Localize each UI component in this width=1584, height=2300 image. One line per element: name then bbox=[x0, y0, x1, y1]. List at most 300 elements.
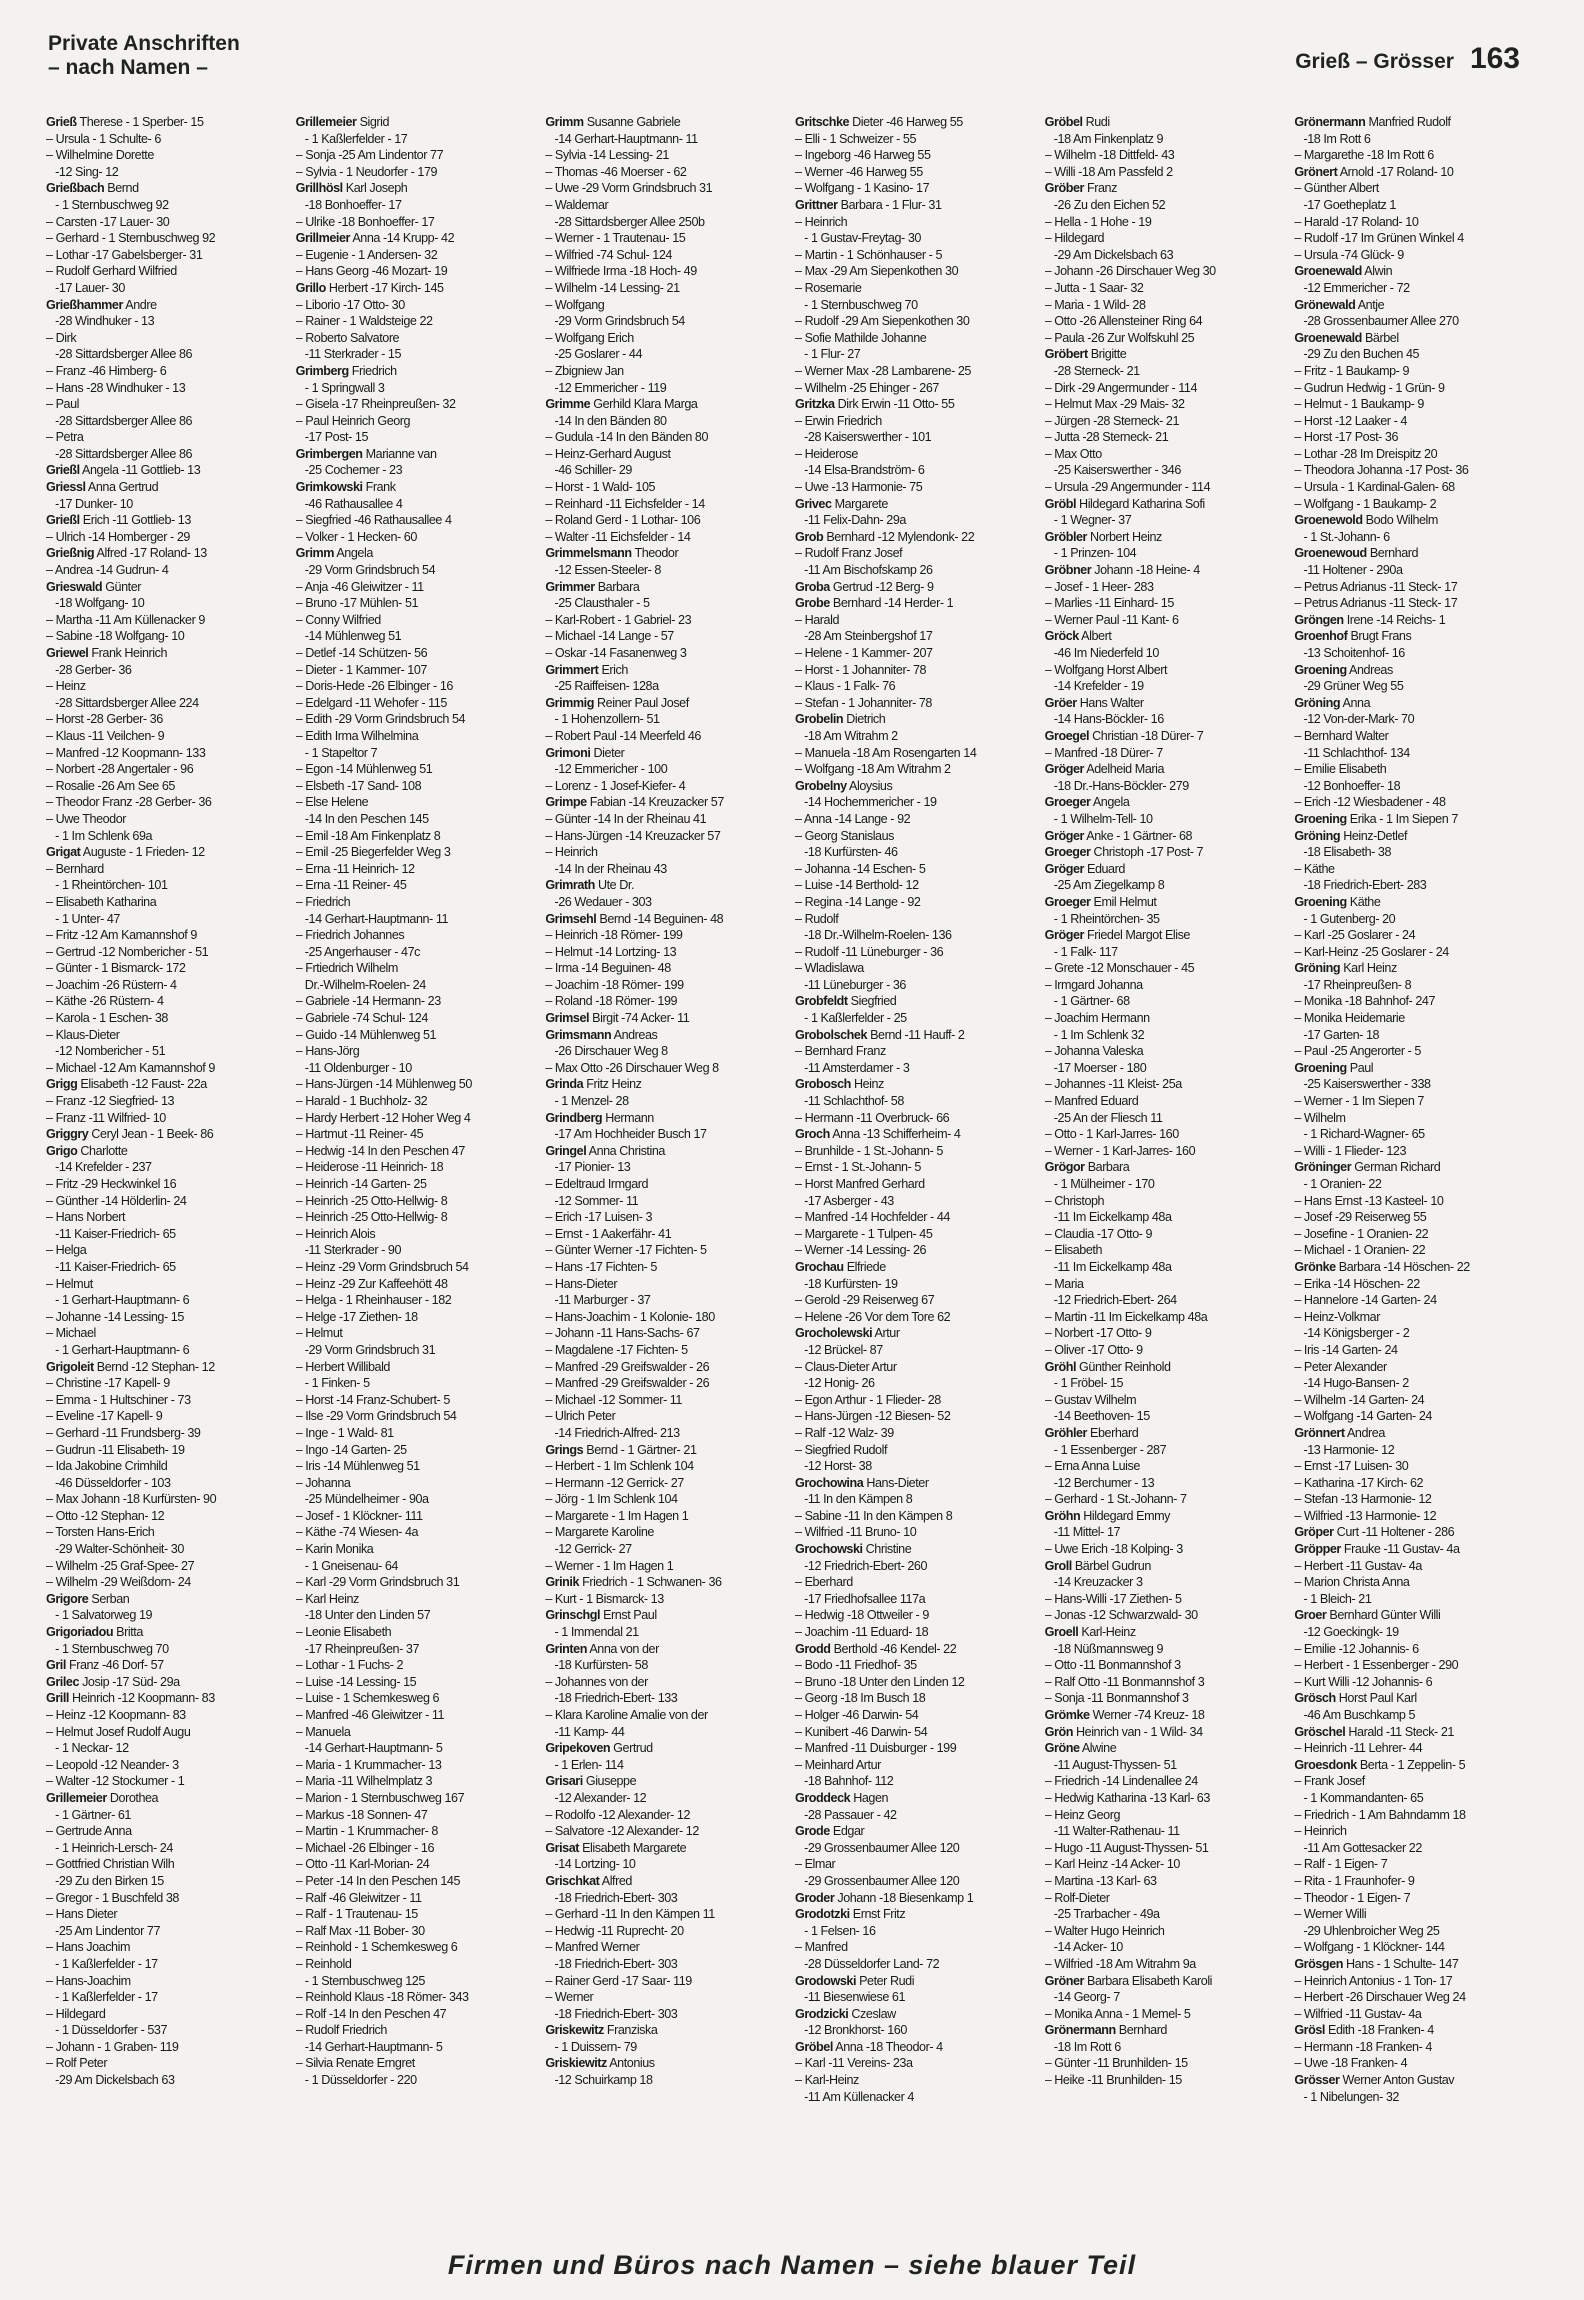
directory-entry: – Margarete Karoline bbox=[545, 1525, 654, 1540]
directory-entry: -28 Sittardsberger Allee 86 bbox=[46, 413, 193, 428]
directory-entry: Grisat Elisabeth Margarete bbox=[545, 1840, 687, 1855]
surname: Grigg bbox=[46, 1077, 78, 1092]
directory-entry: – Jutta - 1 Saar- 32 bbox=[1044, 280, 1144, 295]
page-number: 163 bbox=[1469, 42, 1520, 75]
directory-entry: – Heinrich bbox=[1294, 1824, 1347, 1839]
directory-entry: Grill Heinrich -12 Koopmann- 83 bbox=[46, 1691, 215, 1706]
directory-entry: -25 An der Fliesch 11 bbox=[1044, 1110, 1163, 1125]
directory-entry: – Sonja -11 Bonmannshof 3 bbox=[1044, 1691, 1189, 1706]
directory-entry: -17 Friedhofsallee 117a bbox=[795, 1591, 926, 1606]
directory-entry: -25 Clausthaler - 5 bbox=[545, 596, 650, 611]
directory-entry: -18 Friedrich-Ebert- 133 bbox=[545, 1691, 678, 1706]
directory-entry: Grönnert Andrea bbox=[1294, 1425, 1385, 1440]
directory-entry: - 1 Heinrich-Lersch- 24 bbox=[46, 1840, 173, 1855]
directory-entry: – Wolfgang Horst Albert bbox=[1044, 662, 1168, 677]
directory-entry: – Johanne -14 Lessing- 15 bbox=[46, 1309, 184, 1324]
directory-entry: – Hermann -11 Overbruck- 66 bbox=[795, 1110, 950, 1125]
directory-entry: – Erna -11 Reiner- 45 bbox=[295, 878, 407, 893]
directory-entry: – Bernhard Walter bbox=[1294, 728, 1389, 743]
directory-entry: – Hedwig -14 In den Peschen 47 bbox=[295, 1143, 465, 1158]
directory-entry: -28 Am Steinbergshof 17 bbox=[795, 629, 933, 644]
directory-entry: – Georg Stanislaus bbox=[795, 828, 895, 843]
directory-entry: -18 Kurfürsten- 19 bbox=[795, 1276, 898, 1291]
surname: Grieswald bbox=[46, 579, 103, 594]
directory-entry: – Helga - 1 Rheinhauser - 182 bbox=[295, 1293, 452, 1308]
directory-entry: – Hans-Jürgen -14 Mühlenweg 50 bbox=[295, 1077, 472, 1092]
directory-entry: – Torsten Hans-Erich bbox=[46, 1525, 155, 1540]
directory-entry: Gröper Curt -11 Holtener - 286 bbox=[1294, 1525, 1455, 1540]
directory-entry: – Karl -25 Goslarer - 24 bbox=[1294, 928, 1416, 943]
directory-entry: – Meinhard Artur bbox=[795, 1757, 881, 1772]
directory-entry: – Wilhelm -14 Garten- 24 bbox=[1294, 1392, 1425, 1407]
directory-entry: – Jörg - 1 Im Schlenk 104 bbox=[545, 1492, 678, 1507]
directory-entry: – Max Otto bbox=[1044, 446, 1102, 461]
directory-entry: - 1 Kommandanten- 65 bbox=[1294, 1790, 1424, 1805]
directory-entry: Grinten Anna von der bbox=[545, 1641, 659, 1656]
directory-entry: – Heiderose bbox=[795, 446, 858, 461]
directory-entry: Grömke Werner -74 Kreuz- 18 bbox=[1044, 1708, 1205, 1722]
directory-entry: – Elli - 1 Schweizer - 55 bbox=[795, 131, 917, 146]
directory-entry: – Hans Joachim bbox=[46, 1940, 130, 1955]
surname: Grimm bbox=[545, 115, 584, 129]
directory-entry: Groenewold Bodo Wilhelm bbox=[1294, 513, 1438, 528]
directory-entry: – Zbigniew Jan bbox=[545, 363, 624, 378]
directory-entry: Gröbner Johann -18 Heine- 4 bbox=[1044, 563, 1200, 578]
directory-entry: – Günther -14 Hölderlin- 24 bbox=[46, 1193, 187, 1208]
surname: Grimrath bbox=[545, 878, 595, 893]
footer-note: Firmen und Büros nach Namen – siehe blauer Teil bbox=[447, 2250, 1137, 2280]
surname: Grodowski bbox=[795, 1973, 857, 1988]
surname: Gröhn bbox=[1044, 1508, 1081, 1523]
directory-entry: – Inge - 1 Wald- 81 bbox=[295, 1425, 394, 1440]
directory-entry: -11 Holtener - 290a bbox=[1294, 563, 1403, 578]
directory-entry: – Günter -14 In der Rheinau 41 bbox=[545, 811, 707, 826]
directory-entry: – Edith -29 Vorm Grindsbruch 54 bbox=[295, 712, 466, 727]
directory-entry: -13 Schoitenhof- 16 bbox=[1294, 646, 1405, 660]
directory-entry: -26 Wedauer - 303 bbox=[545, 894, 652, 909]
directory-entry: – Rudolf -11 Lüneburger - 36 bbox=[795, 944, 944, 959]
directory-entry: – Leopold -12 Neander- 3 bbox=[46, 1757, 179, 1772]
directory-entry: - 1 Richard-Wagner- 65 bbox=[1294, 1127, 1425, 1142]
directory-entry: -11 Oldenburger - 10 bbox=[295, 1060, 412, 1075]
surname: Groeger bbox=[1044, 894, 1091, 909]
directory-entry: – Elisabeth bbox=[1044, 1243, 1103, 1258]
directory-entry: – Rolf -14 In den Peschen 47 bbox=[295, 2006, 447, 2021]
directory-entry: – Johann -26 Dirschauer Weg 30 bbox=[1044, 264, 1216, 279]
directory-entry: – Markus -18 Sonnen- 47 bbox=[295, 1807, 428, 1822]
directory-entry: -14 Elsa-Brandström- 6 bbox=[795, 463, 925, 478]
directory-entry: – Ingeborg -46 Harweg 55 bbox=[795, 148, 931, 163]
directory-entry: -11 Marburger - 37 bbox=[545, 1293, 651, 1308]
directory-entry: Groening Erika - 1 Im Siepen 7 bbox=[1294, 811, 1458, 826]
directory-entry: – Jonas -12 Schwarzwald- 30 bbox=[1044, 1608, 1198, 1623]
directory-entry: -25 Cochemer - 23 bbox=[295, 463, 403, 478]
directory-entry: – Ulrich Peter bbox=[545, 1409, 616, 1424]
directory-entry: Gripekoven Gertrud bbox=[545, 1741, 653, 1756]
directory-entry: – Otto -26 Allensteiner Ring 64 bbox=[1044, 314, 1203, 329]
directory-entry: – Johannes -11 Kleist- 25a bbox=[1044, 1077, 1182, 1092]
directory-entry: - 1 Sternbuschweg 125 bbox=[295, 1973, 425, 1988]
directory-entry: – Hans-Jörg bbox=[295, 1044, 360, 1059]
directory-entry: – Josef -29 Reiserweg 55 bbox=[1294, 1210, 1427, 1225]
directory-entry: – Josefine - 1 Oranien- 22 bbox=[1294, 1226, 1429, 1241]
directory-entry: – Heinz Georg bbox=[1044, 1807, 1121, 1822]
directory-entry: - 1 Im Schlenk 69a bbox=[46, 828, 153, 843]
surname: Gröbert bbox=[1044, 347, 1088, 362]
directory-entry: -29 Am Dickelsbach 63 bbox=[1044, 247, 1174, 262]
directory-entry: Grobosch Heinz bbox=[795, 1077, 884, 1092]
directory-entry: -11 In den Kämpen 8 bbox=[795, 1492, 913, 1507]
directory-entry: – Eberhard bbox=[795, 1575, 853, 1590]
directory-entry: Grinik Friedrich - 1 Schwanen- 36 bbox=[545, 1575, 722, 1590]
surname: Groddeck bbox=[795, 1790, 851, 1805]
directory-entry: – Max Otto -26 Dirschauer Weg 8 bbox=[545, 1060, 719, 1075]
directory-entry: – Heiderose -11 Heinrich- 18 bbox=[295, 1160, 444, 1175]
directory-entry: Grochowski Christine bbox=[795, 1542, 912, 1557]
directory-entry: Gröger Eduard bbox=[1044, 861, 1125, 876]
directory-entry: – Bodo -11 Friedhof- 35 bbox=[795, 1658, 917, 1673]
directory-entry: -17 Garten- 18 bbox=[1294, 1027, 1380, 1042]
directory-entry: – Wolfgang - 1 Klöckner- 144 bbox=[1294, 1940, 1445, 1955]
directory-entry: Grocholewski Artur bbox=[795, 1326, 900, 1341]
directory-entry: -18 Friedrich-Ebert- 283 bbox=[1294, 878, 1427, 893]
directory-entry: – Fritz -12 Am Kamannshof 9 bbox=[46, 928, 197, 943]
directory-entry: – Claudia -17 Otto- 9 bbox=[1044, 1226, 1153, 1241]
directory-entry: – Heinrich -14 Garten- 25 bbox=[295, 1177, 427, 1191]
surname: Groch bbox=[795, 1127, 830, 1142]
directory-entry: – Gudrun -11 Elisabeth- 19 bbox=[46, 1442, 185, 1457]
directory-entry: -28 Passauer - 42 bbox=[795, 1807, 897, 1822]
surname: Gröbel bbox=[1044, 115, 1083, 129]
directory-entry: – Joachim -18 Römer- 199 bbox=[545, 977, 684, 992]
directory-entry: – Karl-Heinz bbox=[795, 2073, 859, 2088]
directory-entry: – Ursula - 1 Kardinal-Galen- 68 bbox=[1294, 480, 1455, 495]
directory-entry: Grimsel Birgit -74 Acker- 11 bbox=[545, 1011, 690, 1026]
directory-entry: – Wolfgang bbox=[545, 297, 605, 312]
directory-entry: Grivec Margarete bbox=[795, 496, 888, 511]
directory-entry: – Karl Heinz -14 Acker- 10 bbox=[1044, 1857, 1180, 1872]
directory-entry: -25 Am Lindentor 77 bbox=[46, 1923, 161, 1938]
directory-entry: – Anna -14 Lange - 92 bbox=[795, 811, 911, 826]
surname: Gröning bbox=[1294, 828, 1341, 843]
directory-entry: – Wolfgang - 1 Kasino- 17 bbox=[795, 181, 930, 196]
directory-entry: – Luise -14 Lessing- 15 bbox=[295, 1674, 417, 1689]
surname: Grönke bbox=[1294, 1259, 1336, 1274]
directory-entry: -18 Friedrich-Ebert- 303 bbox=[545, 1956, 678, 1971]
surname: Grösch bbox=[1294, 1691, 1336, 1706]
directory-entry: – Emma - 1 Hultschiner - 73 bbox=[46, 1392, 191, 1407]
directory-entry: Grobelin Dietrich bbox=[795, 712, 886, 727]
directory-entry: – Brunhilde - 1 St.-Johann- 5 bbox=[795, 1143, 943, 1158]
directory-entry: Grinschgl Ernst Paul bbox=[545, 1608, 657, 1623]
directory-entry: Grösch Horst Paul Karl bbox=[1294, 1691, 1417, 1706]
directory-entry: – Reinhard -11 Eichsfelder - 14 bbox=[545, 496, 705, 511]
directory-entry: Gröninger German Richard bbox=[1294, 1160, 1441, 1175]
directory-entry: Grobelny Aloysius bbox=[795, 778, 893, 793]
surname: Grill bbox=[46, 1691, 69, 1706]
directory-entry: – Manfred -12 Koopmann- 133 bbox=[46, 745, 206, 760]
directory-entry: – Heinrich -25 Otto-Hellwig- 8 bbox=[295, 1210, 448, 1225]
directory-entry: -11 Lüneburger - 36 bbox=[795, 977, 906, 992]
directory-entry: – Klaus-Dieter bbox=[46, 1027, 120, 1042]
directory-entry: – Uwe Erich -18 Kolping- 3 bbox=[1044, 1542, 1183, 1557]
directory-entry: – Johanna bbox=[295, 1475, 351, 1490]
directory-entry: Grodzicki Czeslaw bbox=[795, 2006, 896, 2021]
directory-entry: – Christine -17 Kapell- 9 bbox=[46, 1376, 170, 1391]
directory-entry: Groddeck Hagen bbox=[795, 1790, 889, 1805]
directory-entry: – Manuela -18 Am Rosengarten 14 bbox=[795, 745, 977, 760]
directory-entry: – Klaus - 1 Falk- 76 bbox=[795, 679, 896, 694]
directory-entry: – Horst -17 Post- 36 bbox=[1294, 430, 1399, 445]
directory-entry: - 1 Essenberger - 287 bbox=[1044, 1442, 1167, 1457]
surname: Grinik bbox=[545, 1575, 580, 1590]
directory-entry: Grodowski Peter Rudi bbox=[795, 1973, 915, 1988]
directory-entry: – Ingo -14 Garten- 25 bbox=[295, 1442, 407, 1457]
directory-entry: Gröbler Norbert Heinz bbox=[1044, 529, 1162, 544]
directory-entry: Griskiewitz Antonius bbox=[545, 2056, 655, 2071]
directory-entry: – Martin -11 Im Eickelkamp 48a bbox=[1044, 1309, 1208, 1324]
surname: Grimpe bbox=[545, 795, 587, 810]
surname: Gröper bbox=[1294, 1525, 1334, 1540]
directory-entry: -17 Lauer- 30 bbox=[46, 280, 125, 295]
surname: Grindberg bbox=[545, 1110, 603, 1125]
section-title bbox=[48, 32, 240, 80]
directory-entry: -14 Friedrich-Alfred- 213 bbox=[545, 1425, 680, 1440]
directory-entry: – Gisela -17 Rheinpreußen- 32 bbox=[295, 397, 456, 412]
directory-entry: – Helmut -14 Lortzing- 13 bbox=[545, 944, 677, 959]
directory-entry: – Iris -14 Mühlenweg 51 bbox=[295, 1459, 420, 1474]
directory-entry: – Herbert - 1 Im Schlenk 104 bbox=[545, 1459, 694, 1474]
directory-entry: – Josef - 1 Heer- 283 bbox=[1044, 579, 1154, 594]
directory-entry: -46 Schiller- 29 bbox=[545, 463, 632, 478]
directory-entry: – Josef - 1 Klöckner- 111 bbox=[295, 1508, 423, 1523]
surname: Grösser bbox=[1294, 2073, 1340, 2088]
directory-entry: -14 Gerhart-Hauptmann- 5 bbox=[295, 1741, 443, 1756]
directory-entry: – Leonie Elisabeth bbox=[295, 1625, 392, 1640]
directory-entry: Grigo Charlotte bbox=[46, 1143, 128, 1158]
surname: Grigoleit bbox=[46, 1359, 94, 1374]
surname: Grimsmann bbox=[545, 1027, 612, 1042]
directory-entry: -28 Grossenbaumer Allee 270 bbox=[1294, 314, 1459, 329]
directory-entry: -14 Krefelder - 237 bbox=[46, 1160, 152, 1175]
directory-entry: – Ralf - 1 Eigen- 7 bbox=[1294, 1857, 1388, 1872]
directory-entry: – Peter -14 In den Peschen 145 bbox=[295, 1873, 460, 1888]
directory-entry: – Theodora Johanna -17 Post- 36 bbox=[1294, 463, 1469, 478]
directory-entry: Groening Paul bbox=[1294, 1060, 1374, 1075]
directory-entry: – Frank Josef bbox=[1294, 1774, 1365, 1789]
directory-entry: – Herbert -11 Gustav- 4a bbox=[1294, 1558, 1422, 1573]
directory-entry: Grimmelsmann Theodor bbox=[545, 546, 679, 561]
directory-entry: – Georg -18 Im Busch 18 bbox=[795, 1691, 926, 1706]
directory-entry: -14 Krefelder - 19 bbox=[1044, 679, 1144, 694]
directory-entry: – Kurt Willi -12 Johannis- 6 bbox=[1294, 1674, 1433, 1689]
directory-entry: Grimkowski Frank bbox=[295, 480, 396, 495]
directory-entry: – Helene -26 Vor dem Tore 62 bbox=[795, 1309, 951, 1324]
directory-entry: -12 Honig- 26 bbox=[795, 1376, 875, 1391]
directory-entry: Gröger Friedel Margot Elise bbox=[1044, 928, 1190, 943]
directory-entry: Groening Käthe bbox=[1294, 894, 1381, 909]
directory-entry: Grillo Herbert -17 Kirch- 145 bbox=[295, 280, 444, 295]
directory-entry: Groder Johann -18 Biesenkamp 1 bbox=[795, 1890, 974, 1905]
directory-entry: -11 Sterkrader - 15 bbox=[295, 347, 402, 362]
directory-entry: -17 Rheinpreußen- 37 bbox=[295, 1641, 420, 1656]
surname: Grösl bbox=[1294, 2023, 1325, 2038]
directory-entry: Grönermann Bernhard bbox=[1044, 2023, 1167, 2038]
directory-entry: – Eugenie - 1 Andersen- 32 bbox=[295, 247, 438, 262]
directory-entry: – Wolfgang -14 Garten- 24 bbox=[1294, 1409, 1432, 1424]
directory-entry: – Else Helene bbox=[295, 795, 369, 810]
directory-entry: – Heinrich bbox=[545, 845, 598, 860]
directory-entry: – Lothar -28 Im Dreispitz 20 bbox=[1294, 446, 1438, 461]
directory-entry: Grillhösl Karl Joseph bbox=[295, 181, 408, 196]
directory-entry: – Theodor - 1 Eigen- 7 bbox=[1294, 1890, 1411, 1905]
directory-entry: -25 Mündelheimer - 90a bbox=[295, 1492, 429, 1507]
directory-entry: -18 Nüßmannsweg 9 bbox=[1044, 1641, 1164, 1656]
directory-entry: – Bernhard Franz bbox=[795, 1044, 886, 1059]
directory-entry: Gröschel Harald -11 Steck- 21 bbox=[1294, 1724, 1454, 1739]
directory-entry: - 1 Rheintörchen- 101 bbox=[46, 878, 168, 893]
directory-entry: - 1 Gärtner- 68 bbox=[1044, 994, 1130, 1009]
directory-entry: -12 Friedrich-Ebert- 264 bbox=[1044, 1293, 1177, 1308]
directory-entry: – Guido -14 Mühlenweg 51 bbox=[295, 1027, 437, 1042]
directory-columns bbox=[46, 114, 1536, 2224]
directory-entry: Gröning Heinz-Detlef bbox=[1294, 828, 1408, 843]
directory-entry: – Hans-Joachim bbox=[46, 1973, 131, 1988]
directory-entry: – Kurt - 1 Bismarck- 13 bbox=[545, 1591, 664, 1606]
directory-entry: -12 Emmericher - 100 bbox=[545, 762, 668, 777]
directory-entry: – Hildegard bbox=[1044, 231, 1105, 246]
surname: Grobosch bbox=[795, 1077, 851, 1092]
directory-entry: – Friedrich bbox=[295, 894, 351, 909]
directory-entry: – Christoph bbox=[1044, 1193, 1105, 1208]
directory-entry: – Margarethe -18 Im Rott 6 bbox=[1294, 148, 1434, 163]
directory-entry: Groenewald Alwin bbox=[1294, 264, 1393, 279]
directory-entry: – Sabine -11 In den Kämpen 8 bbox=[795, 1508, 953, 1523]
surname: Groegel bbox=[1044, 728, 1090, 743]
surname: Grobelin bbox=[795, 712, 844, 727]
surname: Groening bbox=[1294, 811, 1347, 826]
directory-entry: Grings Bernd - 1 Gärtner- 21 bbox=[545, 1442, 697, 1457]
directory-entry: – Emil -25 Biegerfelder Weg 3 bbox=[295, 845, 451, 860]
directory-entry: – Hedwig -11 Ruprecht- 20 bbox=[545, 1923, 684, 1938]
directory-entry: – Wladislawa bbox=[795, 961, 864, 976]
directory-entry: – Heinrich Antonius - 1 Ton- 17 bbox=[1294, 1973, 1453, 1988]
section-title-line2: – nach Namen – bbox=[48, 56, 208, 79]
directory-entry: -14 Hochemmericher - 19 bbox=[795, 795, 937, 810]
directory-entry: – Ralf Otto -11 Bonmannshof 3 bbox=[1044, 1674, 1205, 1689]
directory-entry: - 1 Menzel- 28 bbox=[545, 1094, 629, 1109]
surname: Grönewald bbox=[1294, 297, 1356, 312]
directory-entry: – Walter -12 Stockumer - 1 bbox=[46, 1774, 185, 1789]
directory-entry: – Emil -18 Am Finkenplatz 8 bbox=[295, 828, 441, 843]
directory-entry: - 1 Salvatorweg 19 bbox=[46, 1608, 153, 1623]
directory-entry: – Roland Gerd - 1 Lothar- 106 bbox=[545, 513, 701, 528]
directory-entry: – Hannelore -14 Garten- 24 bbox=[1294, 1293, 1437, 1308]
directory-entry: -25 Angerhauser - 47c bbox=[295, 944, 420, 959]
directory-entry: – Bruno -18 Unter den Linden 12 bbox=[795, 1674, 965, 1689]
directory-entry: – Helmut Josef Rudolf Augu bbox=[46, 1724, 191, 1739]
page-header-right bbox=[1295, 42, 1520, 76]
directory-entry: -28 Sittardsberger Allee 224 bbox=[46, 695, 199, 710]
directory-entry: – Friedrich - 1 Am Bahndamm 18 bbox=[1294, 1807, 1466, 1822]
directory-entry: – Heinz-Gerhard August bbox=[545, 446, 671, 461]
directory-entry: Gröbert Brigitte bbox=[1044, 347, 1127, 362]
surname: Grimsehl bbox=[545, 911, 597, 926]
surname: Grigo bbox=[46, 1143, 78, 1158]
surname: Grimmert bbox=[545, 662, 599, 677]
directory-entry: Gritschke Dieter -46 Harweg 55 bbox=[795, 115, 963, 129]
directory-entry: – Eveline -17 Kapell- 9 bbox=[46, 1409, 163, 1424]
directory-entry: Groer Bernhard Günter Willi bbox=[1294, 1608, 1441, 1623]
directory-entry: Grimsmann Andreas bbox=[545, 1027, 658, 1042]
directory-entry: – Heinrich bbox=[795, 214, 848, 229]
surname: Grönert bbox=[1294, 164, 1338, 179]
surname: Gröer bbox=[1044, 695, 1077, 710]
surname: Grinda bbox=[545, 1077, 584, 1092]
surname: Gröschel bbox=[1294, 1724, 1346, 1739]
surname: Griskiewitz bbox=[545, 2056, 607, 2071]
directory-entry: – Hans Norbert bbox=[46, 1210, 126, 1225]
directory-entry: -12 Schuirkamp 18 bbox=[545, 2073, 653, 2088]
directory-entry: - 1 Gustav-Freytag- 30 bbox=[795, 231, 921, 246]
directory-entry: – Gabriele -74 Schul- 124 bbox=[295, 1011, 428, 1026]
directory-entry: – Johann -11 Hans-Sachs- 67 bbox=[545, 1326, 700, 1341]
directory-entry: – Volker - 1 Hecken- 60 bbox=[295, 529, 417, 544]
directory-entry: – Bruno -17 Mühlen- 51 bbox=[295, 596, 419, 611]
directory-entry: -14 Mühlenweg 51 bbox=[295, 629, 402, 644]
directory-entry: – Egon Arthur - 1 Flieder- 28 bbox=[795, 1392, 941, 1407]
directory-entry: – Reinhold - 1 Schemkesweg 6 bbox=[295, 1940, 458, 1955]
surname: Gröger bbox=[1044, 861, 1084, 876]
directory-entry: – Ulrich -14 Homberger - 29 bbox=[46, 529, 190, 544]
directory-entry: – Gabriele -14 Hermann- 23 bbox=[295, 994, 441, 1009]
surname: Groenhof bbox=[1294, 629, 1348, 644]
directory-entry: - 1 Düsseldorfer - 220 bbox=[295, 2073, 417, 2088]
directory-entry: - 1 Nibelungen- 32 bbox=[1294, 2089, 1399, 2104]
directory-entry: - 1 Oranien- 22 bbox=[1294, 1177, 1382, 1191]
directory-entry: – Claus-Dieter Artur bbox=[795, 1359, 897, 1374]
directory-entry: -14 Königsberger - 2 bbox=[1294, 1326, 1410, 1341]
directory-entry: Grimm Angela bbox=[295, 546, 373, 561]
directory-entry: Grönewald Antje bbox=[1294, 297, 1385, 312]
directory-entry: – Karl -29 Vorm Grindsbruch 31 bbox=[295, 1575, 460, 1590]
directory-entry: - 1 Kaßlerfelder - 25 bbox=[795, 1011, 907, 1026]
directory-entry: – Harald bbox=[795, 612, 840, 627]
surname: Gritzka bbox=[795, 397, 835, 412]
directory-entry: Grochowina Hans-Dieter bbox=[795, 1475, 929, 1490]
directory-entry: – Michael -12 Sommer- 11 bbox=[545, 1392, 682, 1407]
surname: Gril bbox=[46, 1658, 66, 1673]
directory-entry: -11 Walter-Rathenau- 11 bbox=[1044, 1824, 1180, 1839]
directory-entry: Grönke Barbara -14 Höschen- 22 bbox=[1294, 1259, 1470, 1274]
directory-entry: – Wilfried -74 Schul- 124 bbox=[545, 247, 672, 262]
directory-entry: Grießnig Alfred -17 Roland- 13 bbox=[46, 546, 207, 561]
directory-entry: – Helmut bbox=[295, 1326, 343, 1341]
directory-entry: - 1 Düsseldorfer - 537 bbox=[46, 2023, 168, 2038]
directory-entry: – Roland -18 Römer- 199 bbox=[545, 994, 678, 1009]
directory-entry: – Michael -12 Am Kamannshof 9 bbox=[46, 1060, 215, 1075]
directory-entry: – Hedwig Katharina -13 Karl- 63 bbox=[1044, 1790, 1210, 1805]
directory-entry: -18 Friedrich-Ebert- 303 bbox=[545, 2006, 678, 2021]
directory-entry: -28 Sterneck- 21 bbox=[1044, 363, 1140, 378]
directory-entry: – Rosemarie bbox=[795, 280, 862, 295]
directory-entry: -28 Sittardsberger Allee 250b bbox=[545, 214, 705, 229]
directory-entry: – Sabine -18 Wolfgang- 10 bbox=[46, 629, 185, 644]
directory-entry: – Maria - 1 Krummacher- 13 bbox=[295, 1757, 442, 1772]
directory-entry: Grigore Serban bbox=[46, 1591, 130, 1606]
directory-entry: – Herbert -26 Dirschauer Weg 24 bbox=[1294, 1990, 1466, 2005]
directory-entry: - 1 Gerhart-Hauptmann- 6 bbox=[46, 1342, 190, 1357]
